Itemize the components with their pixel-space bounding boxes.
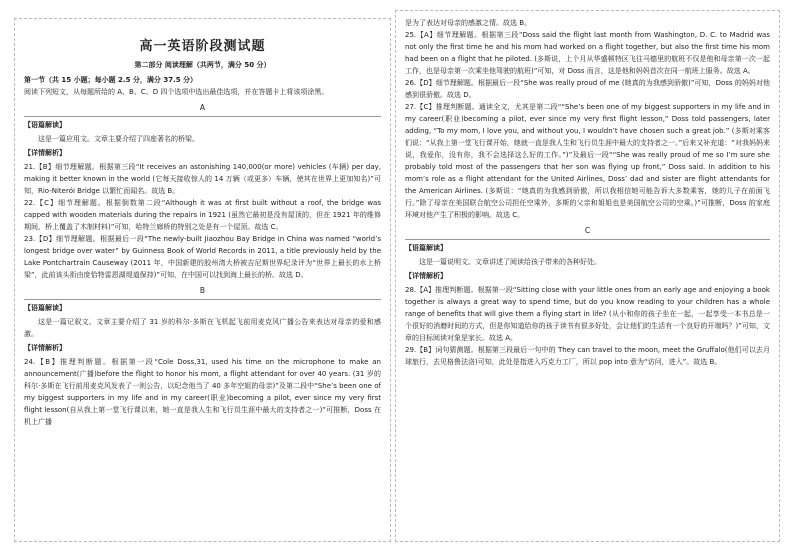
section-heading: 第一节（共 15 小题；每小题 2.5 分，满分 37.5 分） bbox=[24, 76, 198, 84]
right-sections bbox=[405, 17, 770, 368]
section-tag: 【语篇解读】 bbox=[24, 121, 66, 129]
left-sections bbox=[24, 103, 381, 428]
section-letter: A bbox=[199, 103, 206, 112]
section-tag: 【详情解析】 bbox=[405, 272, 447, 280]
section-divider bbox=[24, 299, 381, 300]
section-divider bbox=[24, 116, 381, 117]
section-tag: 【详情解析】 bbox=[24, 149, 66, 157]
section-tag: 【详情解析】 bbox=[24, 344, 66, 352]
section-letter: B bbox=[199, 286, 206, 295]
section-tag: 【语篇解读】 bbox=[405, 244, 447, 252]
page-title: 高一英语阶段测试题 bbox=[139, 39, 266, 54]
paragraph: 这是一篇记叙文。文章主要介绍了 31 岁的科尔·多斯在飞机起飞前用麦克风广播公告来表达对母亲的爱和感激。 bbox=[24, 318, 381, 338]
paragraph: 24.【B】推理判断题。根据第一段“Cole Doss,31, used his time on the microphone to make an announcement(广播)before the flight to honor his mom, a flight attendant for over 40 years. (31 岁的科尔·多斯在飞行前用麦克风发表了一则公告，以纪念他当了 40 多年空姐的母亲)”及第二段中“She’s been one of my biggest supporters in my life and in my career(职业)becoming a pilot, ever since my very first flight lesson(自从我上第一堂飞行课以来，她一直是我人生和飞行员生涯中最大的支持者之一)”可推断，Doss 在机上广播 bbox=[24, 358, 381, 426]
paragraph: 25.【A】细节理解题。根据第三段“Doss said the flight last month from Washington, D. C. to Madrid was not only the first time he and his mom had worked on a flight together, but also the first time his mom had been on a flight that he piloted. (多斯说，上个月从华盛顿特区飞往马德里的航班不仅是他和母亲第一次一起工作，也是母亲第一次乘坐他驾驶的航班)”可知，对 Doss 而言，这是他和妈妈首次在同一航班上服务。故选 A。 bbox=[405, 31, 770, 75]
paragraph: 26.【D】细节理解题。根据最后一段“She was really proud of me (她真的为我感到骄傲)”可知，Doss 的妈妈对他感到很骄傲。故选 D。 bbox=[405, 79, 770, 99]
paragraph: 28.【A】推理判断题。根据第一段“Sitting close with your little ones from an early age and enjoying a book together is always a great way to spend time, but do you know reading to your children has a whole range of benefits that will give them a flying start in life? (从小和你的孩子坐在一起，一起享受一本书总是一个很好的消磨时间的方式，但是你知道给你的孩子读书有很多好处，会让他们的生活有一个良好的开端吗？)”可知，文章的目标阅读对象是家长。故选 A。 bbox=[405, 286, 770, 342]
paragraph: 这是一篇应用文。文章主要介绍了四座著名的桥梁。 bbox=[38, 135, 199, 143]
section-divider bbox=[405, 239, 770, 240]
paragraph: 29.【B】词句猜测题。根据第三段最后一句中的 They can travel to the moon, meet the Gruffalo(他们可以去月球旅行，去见格鲁法洛)可知，此处是指进入巧克力工厂，所以 pop into 意为“访问，进入”。故选 B。 bbox=[405, 346, 770, 366]
paragraph: 27.【C】推理判断题。通读全文，尤其是第二段““She’s been one of my biggest supporters in my life and in my career(职业)becoming a pilot, ever since my very first flight lesson,” Doss told passengers, later adding, “To my mom, I love you, and without you, I wouldn’t have chosen such a great job.” (多斯对乘客们说：“从我上第一堂飞行课开始，她就一直是我人生和飞行员生涯中最大的支持者之一。”后来又补充道：“对我妈妈来说，我爱你，没有你，我不会选择这么好的工作。”)”及最后一段““She was really proud of me so I’m sure she probably told most of the passengers that her son was flying up front,” Doss said. In addition to his mom’s role as a flight attendant for the United Airlines, Doss’ dad and sister are flight attendants for the American Airlines. (多斯说：“她真的为我感到骄傲，所以我相信她可能告诉大多数乘客，她的儿子在前面飞行。”除了母亲在美国联合航空公司担任空乘外，多斯的父亲和姐姐也是美国航空公司的空乘。)”可推断，Doss 的家庭环境对他产生了积极的影响。故选 C。 bbox=[405, 103, 770, 219]
paragraph: 23.【D】细节理解题。根据最后一段“The newly-built Jiaozhou Bay Bridge in China was named “world’s longest bridge over water” by Guinness Book of World Records in 2011, a title previously held by the Lake Pontchartrain Causeway (2011 年，中国新建的胶州湾大桥被吉尼斯世界纪录评为“世界上最长的水上桥梁”，此前该头衔由庞恰特雷恩湖堤道保持)”可知，在中国可以找到海上最长的桥。故选 D。 bbox=[24, 235, 381, 279]
instructions: 阅读下列短文，从每题所给的 A、B、C、D 四个选项中选出最佳选项，并在答题卡上将该项涂黑。 bbox=[24, 88, 329, 96]
section-tag: 【语篇解读】 bbox=[24, 304, 66, 312]
paragraph: 22.【C】细节理解题。根据倒数第二段“Although it was at first built without a roof, the bridge was capped with wooden materials during the repairs in 1921 (虽然它最初是没有屋顶的，但在 1921 年的维修期间，桥上覆盖了木制材料)”可知，哈特兰廊桥的特别之处是有一个屋顶。故选 C。 bbox=[24, 199, 381, 231]
paragraph: 是为了表达对母亲的感激之情。故选 B。 bbox=[405, 19, 532, 27]
paragraph: 21.【B】细节理解题。根据第三段“It receives an astonishing 140,000(or more) vehicles (车辆) per day, making it better known in the world (它每天接收惊人的 14 万辆（或更多）车辆，使其在世界上更加知名)”可知，Rio-Niterói Bridge 以繁忙而闻名。故选 B。 bbox=[24, 163, 381, 195]
right-page bbox=[395, 10, 780, 542]
left-page bbox=[14, 18, 391, 542]
paragraph: 这是一篇说明文。文章讲述了阅读给孩子带来的各种好处。 bbox=[419, 258, 601, 266]
part-heading: 第二部分 阅读理解（共两节，满分 50 分） bbox=[134, 61, 271, 69]
section-letter: C bbox=[584, 226, 591, 235]
